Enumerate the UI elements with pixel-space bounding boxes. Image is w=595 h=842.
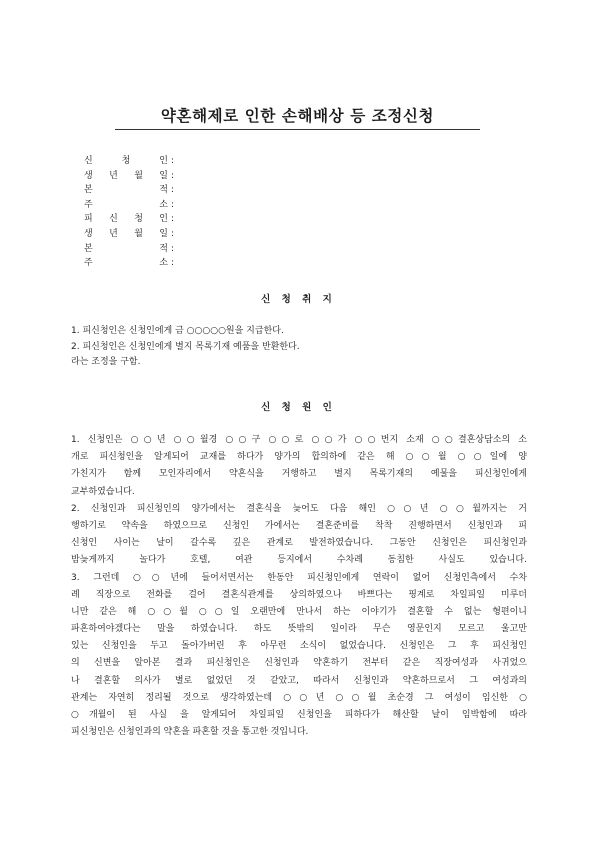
party-value: : [171, 243, 175, 254]
party-row [84, 169, 174, 184]
text-line: 있는 신청인을 두고 돌아가버린 후 아무런 소식이 없었습니다. 신청인은 그 후 피신청인 [71, 641, 527, 652]
party-row [84, 227, 174, 242]
party-label: 생 년 월 일 [84, 170, 168, 181]
cause-body [71, 432, 527, 741]
text-line: 가친지가 함께 모인자리에서 약혼식을 거행하고 별지 목록기재의 예물을 피신청인에게 [71, 469, 527, 480]
party-label: 피 신 청 인 [84, 214, 168, 225]
party-value: : [171, 258, 175, 269]
text-line: 례 직장으로 전화를 걸어 결혼식관계를 상의하였으나 바쁘다는 핑계로 차일피일 미루더 [71, 589, 527, 600]
text-line: 2. 신청인과 피신청인의 양가에서는 결혼식을 늦어도 다음 해인 ○○년 ○○월까지는 거 [71, 503, 527, 514]
party-row [84, 198, 174, 213]
text-line: 신청인 사이는 날이 갈수록 깊은 관계로 발전하였습니다. 그동안 신청인은 피신청인과 [71, 538, 527, 549]
title-underline [115, 129, 480, 130]
text-line: 피신청인은 신청인과의 약혼을 파혼할 것을 통고한 것입니다. [71, 727, 309, 738]
party-value: : [171, 185, 175, 196]
parties-block [84, 154, 174, 271]
party-value: : [171, 214, 175, 225]
party-row [84, 154, 174, 169]
party-value: : [171, 228, 175, 239]
text-line: 파혼하여야겠다는 말을 하였습니다. 하도 뜻밖의 일이라 무슨 영문인지 모르고 울고만 [71, 624, 527, 635]
party-row [84, 242, 174, 257]
text-line: 교부하였습니다. [71, 486, 135, 497]
text-line: 나 결혼할 의사가 별로 없었던 것 같았고, 따라서 신청인과 약혼하므로서 그 여성과의 [71, 675, 527, 686]
party-value: : [171, 170, 175, 181]
party-row [84, 256, 174, 271]
party-value: : [171, 156, 175, 166]
purpose-heading: 신 청 취 지 [261, 294, 334, 305]
document-title: 약혼해제로 인한 손해배상 등 조정신청 [160, 107, 435, 125]
party-label: 본 적 [84, 185, 168, 196]
party-row [84, 212, 174, 227]
text-line: 행하기로 약속을 하였으므로 신청인 가에서는 결혼준비를 착착 진행하면서 신청인과 피 [71, 520, 527, 531]
text-line: 니만 같은 해 ○○월 ○○일 오랜만에 만나서 하는 이야기가 결혼할 수 없는 형편이니 [71, 606, 527, 617]
purpose-body [71, 324, 527, 371]
party-label: 본 적 [84, 243, 168, 254]
text-line: 라는 조정을 구함. [71, 357, 141, 367]
party-value: : [171, 199, 175, 210]
text-line: ○개월이 된 사실 을 알게되어 차일피일 신청인을 피하다가 해산할 날이 임박함에 따라 [71, 710, 527, 720]
text-line: 1. 피신청인은 신청인에게 금 ○○○○○원을 지급한다. [71, 326, 284, 336]
text-line: 밤늦게까지 놀다가 호텔, 여관 등지에서 수차례 동침한 사실도 있습니다. [71, 555, 527, 566]
cause-heading: 신 청 원 인 [261, 402, 334, 413]
text-line: 의 신변을 알아본 결과 피신청인은 신청인과 약혼하기 전부터 같은 직장여성과 사귀었으 [71, 658, 527, 669]
party-label: 신 청 인 [84, 156, 168, 166]
text-line: 1. 신청인은 ○○년 ○○월경 ○○구 ○○로 ○○가 ○○번지 소재 ○○결혼상담소의 소 [71, 435, 527, 445]
party-label: 주 소 [84, 258, 168, 269]
text-line: 2. 피신청인은 신청인에게 별지 목록기재 예품을 반환한다. [71, 341, 300, 352]
party-label: 생 년 월 일 [84, 228, 168, 239]
party-label: 주 소 [84, 199, 168, 210]
text-line: 3. 그런데 ○○년에 들어서면서는 한동안 피신청인에게 연락이 없어 신청인측에서 수차 [71, 572, 527, 583]
text-line: 개로 피신청인을 알게되어 교재를 하다가 양가의 합의하에 같은 해 ○○월 ○○일에 양 [71, 452, 527, 463]
text-line: 관계는 자연히 정리될 것으로 생각하였는데 ○○년 ○○월 초순경 그 여성이 임신한 ○ [71, 692, 527, 703]
party-row [84, 183, 174, 198]
